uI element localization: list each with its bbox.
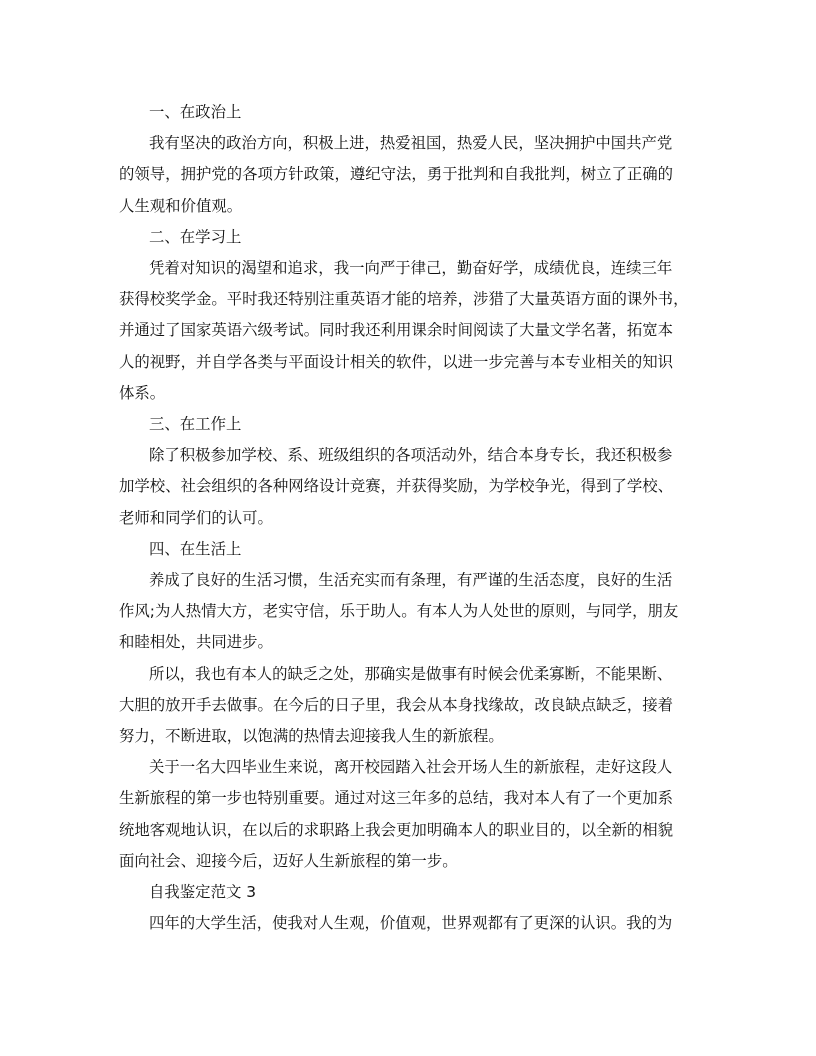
paragraph-line: 人生观和价值观。 — [119, 196, 243, 215]
paragraph-line: 养成了良好的生活习惯，生活充实而有条理，有严谨的生活态度，良好的生活 — [149, 571, 673, 590]
paragraph-line: 和睦相处，共同进步。 — [119, 633, 273, 652]
section-heading: 自我鉴定范文 3 — [149, 883, 257, 902]
paragraph-line: 加学校、社会组织的各种网络设计竞赛，并获得奖励，为学校争光，得到了学校、 — [119, 477, 674, 496]
section-heading: 二、在学习上 — [149, 227, 242, 246]
paragraph-line: 作风;为人热情大方，老实守信，乐于助人。有本人为人处世的原则，与同学，朋友 — [119, 602, 679, 621]
paragraph-line: 大胆的放开手去做事。在今后的日子里，我会从本身找缘故，改良缺点缺乏，接着 — [119, 695, 674, 714]
paragraph-line: 并通过了国家英语六级考试。同时我还利用课余时间阅读了大量文学名著，拓宽本 — [119, 321, 674, 340]
paragraph-line: 人的视野，并自学各类与平面设计相关的软件，以进一步完善与本专业相关的知识 — [119, 352, 674, 371]
paragraph-line: 体系。 — [119, 383, 166, 402]
paragraph-line: 统地客观地认识，在以后的求职路上我会更加明确本人的职业目的，以全新的相貌 — [119, 820, 674, 839]
paragraph-line: 关于一名大四毕业生来说，离开校园踏入社会开场人生的新旅程，走好这段人 — [149, 758, 673, 777]
paragraph-line: 面向社会、迎接今后，迈好人生新旅程的第一步。 — [119, 851, 458, 870]
paragraph-line: 的领导，拥护党的各项方针政策，遵纪守法，勇于批判和自我批判，树立了正确的 — [119, 165, 674, 184]
section-heading: 四、在生活上 — [149, 539, 242, 558]
paragraph-line: 老师和同学们的认可。 — [119, 508, 273, 527]
paragraph-line: 努力，不断进取，以饱满的热情去迎接我人生的新旅程。 — [119, 727, 504, 746]
paragraph-line: 我有坚决的政治方向，积极上进，热爱祖国，热爱人民，坚决拥护中国共产党 — [149, 134, 673, 153]
paragraph-line: 凭着对知识的渴望和追求，我一向严于律己，勤奋好学，成绩优良，连续三年 — [149, 259, 673, 278]
document-page — [119, 97, 697, 939]
section-heading: 三、在工作上 — [149, 415, 242, 434]
section-heading: 一、在政治上 — [149, 103, 242, 121]
paragraph-line: 获得校奖学金。平时我还特别注重英语才能的培养，涉猎了大量英语方面的课外书， — [119, 290, 689, 309]
paragraph-line: 所以，我也有本人的缺乏之处，那确实是做事有时候会优柔寡断，不能果断、 — [149, 664, 673, 683]
paragraph-line: 除了积极参加学校、系、班级组织的各项活动外，结合本身专长，我还积极参 — [149, 446, 673, 465]
paragraph-line: 四年的大学生活，使我对人生观，价值观，世界观都有了更深的认识。我的为 — [149, 914, 673, 933]
paragraph-line: 生新旅程的第一步也特别重要。通过对这三年多的总结，我对本人有了一个更加系 — [119, 789, 674, 808]
